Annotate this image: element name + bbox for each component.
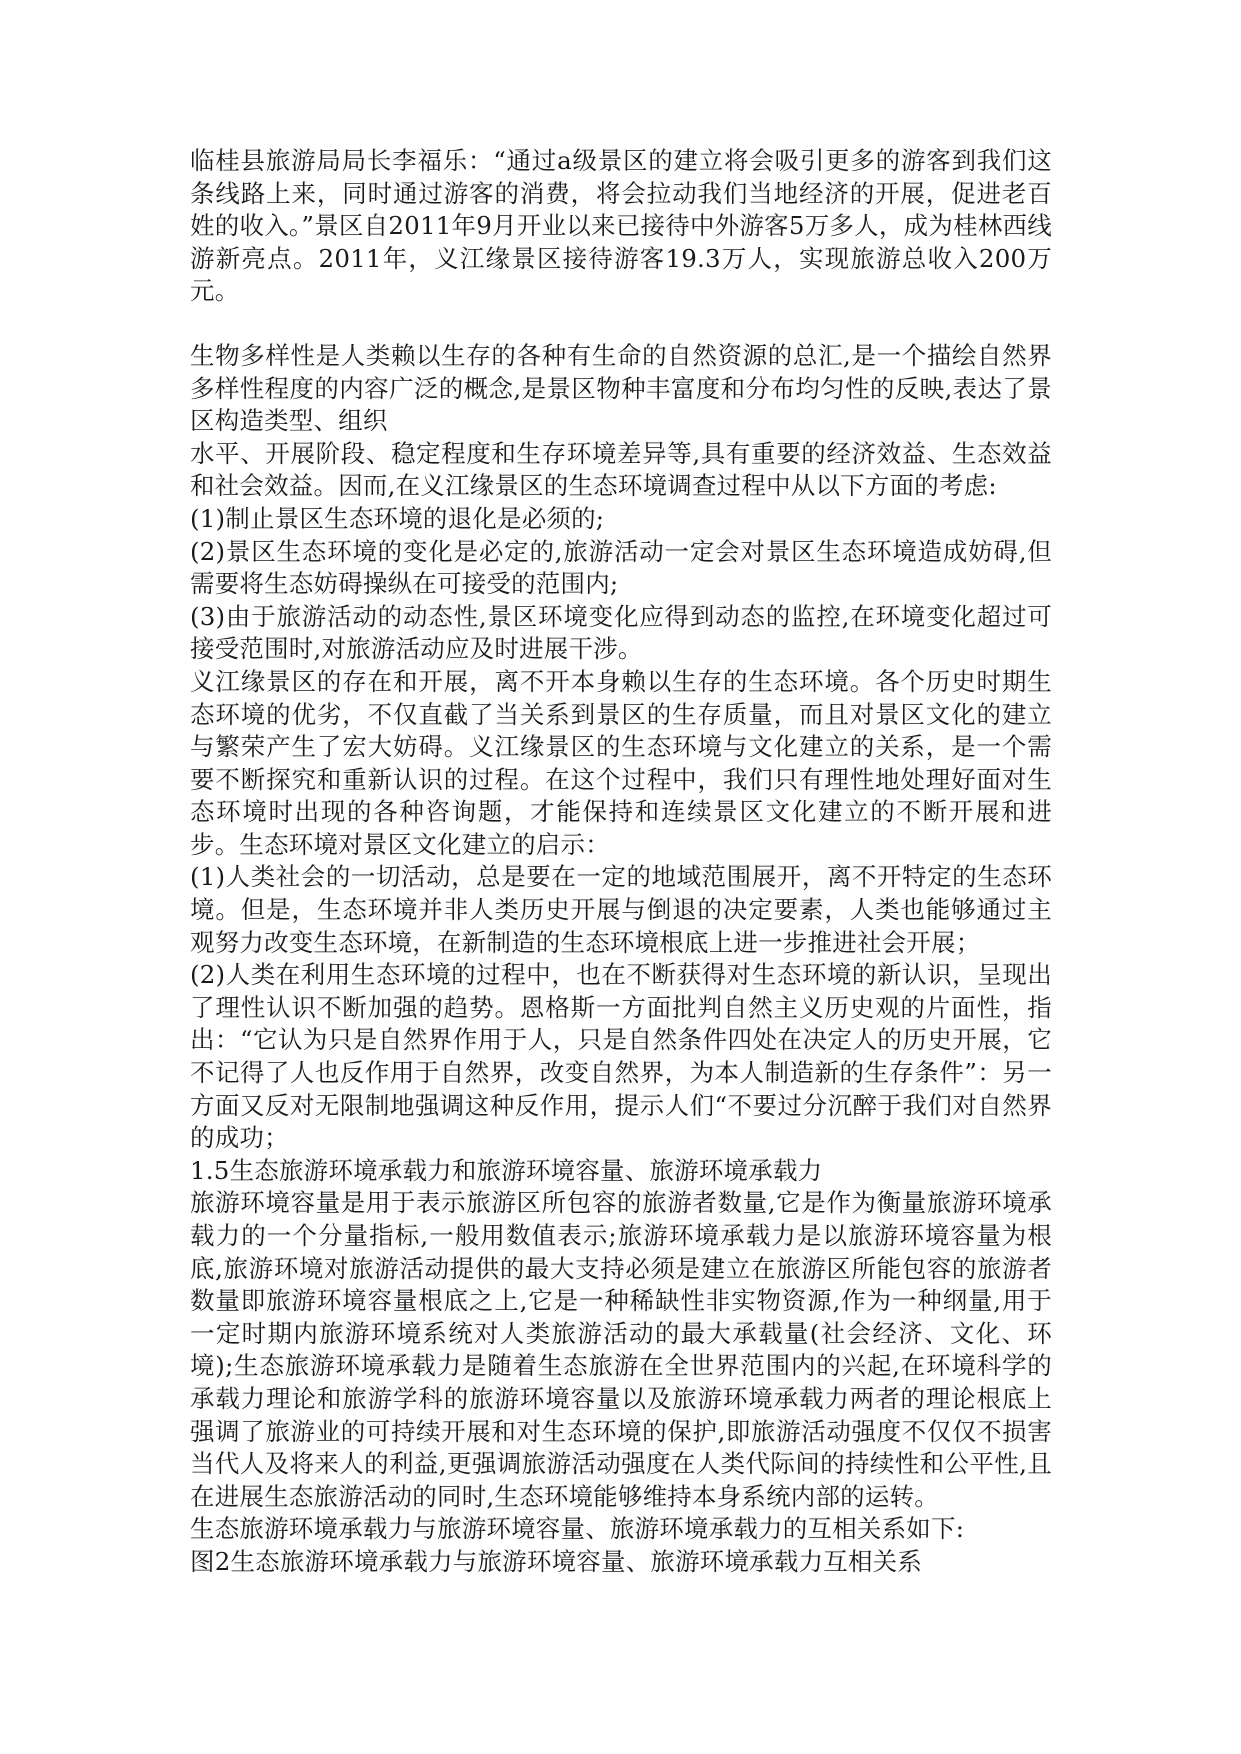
section-heading: 1.5生态旅游环境承载力和旅游环境容量、旅游环境承载力 <box>190 1155 823 1185</box>
paragraph-gap <box>190 308 1052 340</box>
list-item-enlightenment-1: (1)人类社会的一切活动，总是要在一定的地域范围展开，离不开特定的生态环境。但是，生态环境并非人类历史开展与倒退的决定要素，人类也能够通过主观努力改变生态环境，在新制造的生态环境根底上进一步推进社会开展； <box>190 862 1052 957</box>
paragraph-capacity: 旅游环境容量是用于表示旅游区所包容的旅游者数量,它是作为衡量旅游环境承载力的一个分量指标,一般用数值表示;旅游环境承载力是以旅游环境容量为根底,旅游环境对旅游活动提供的最大支持必须是建立在旅游区所能包容的旅游者数量即旅游环境容量根底之上,它是一种稀缺性非实物资源,作为一种纲量,用于一定时期内旅游环境系统对人类旅游活动的最大承载量(社会经济、文化、环境);生态旅游环境承载力是随着生态旅游在全世界范围内的兴起,在环境科学的承载力理论和旅游学科的旅游环境容量以及旅游环境承载力两者的理论根底上强调了旅游业的可持续开展和对生态环境的保护,即旅游活动强度不仅仅不损害当代人及将来人的利益,更强调旅游活动强度在人类代际间的持续性和公平性,且在进展生态旅游活动的同时,生态环境能够维持本身系统内部的运转。 <box>190 1188 1052 1511</box>
list-item-2: (2)景区生态环境的变化是必定的,旅游活动一定会对景区生态环境造成妨碍,但需要将生态妨碍操纵在可接受的范围内; <box>190 536 1052 599</box>
list-item-enlightenment-2: (2)人类在利用生态环境的过程中，也在不断获得对生态环境的新认识，呈现出了理性认识不断加强的趋势。恩格斯一方面批判自然主义历史观的片面性，指出：“它认为只是自然界作用于人，只是自然条件四处在决定人的历史开展，它不记得了人也反作用于自然界，改变自然界，为本人制造新的生存条件”：另一方面又反对无限制地强调这种反作用，提示人们“不要过分沉醉于我们对自然界的成功； <box>190 960 1052 1153</box>
document-page <box>190 145 1052 1579</box>
figure-caption: 图2生态旅游环境承载力与旅游环境容量、旅游环境承载力互相关系 <box>190 1546 923 1576</box>
paragraph-biodiversity-cont: 水平、开展阶段、稳定程度和生存环境差异等,具有重要的经济效益、生态效益和社会效益。因而,在义江缘景区的生态环境调查过程中从以下方面的考虑: <box>190 438 1052 501</box>
paragraph-ecology-culture: 义江缘景区的存在和开展，离不开本身赖以生存的生态环境。各个历史时期生态环境的优劣，不仅直截了当关系到景区的生存质量，而且对景区文化的建立与繁荣产生了宏大妨碍。义江缘景区的生态环境与文化建立的关系，是一个需要不断探究和重新认识的过程。在这个过程中，我们只有理性地处理好面对生态环境时出现的各种咨询题，才能保持和连续景区文化建立的不断开展和进步。生态环境对景区文化建立的启示： <box>190 666 1052 859</box>
list-item-3: (3)由于旅游活动的动态性,景区环境变化应得到动态的监控,在环境变化超过可接受范围时,对旅游活动应及时进展干涉。 <box>190 601 1052 664</box>
paragraph-biodiversity: 生物多样性是人类赖以生存的各种有生命的自然资源的总汇,是一个描绘自然界多样性程度的内容广泛的概念,是景区物种丰富度和分布均匀性的反映,表达了景区构造类型、组织 <box>190 340 1052 436</box>
paragraph-intro: 临桂县旅游局局长李福乐：“通过a级景区的建立将会吸引更多的游客到我们这条线路上来，同时通过游客的消费，将会拉动我们当地经济的开展，促进老百姓的收入。”景区自2011年9月开业以来已接待中外游客5万多人，成为桂林西线游新亮点。2011年，义江缘景区接待游客19.3万人，实现旅游总收入200万元。 <box>190 146 1052 306</box>
paragraph-relationship: 生态旅游环境承载力与旅游环境容量、旅游环境承载力的互相关系如下: <box>190 1514 965 1544</box>
list-item-1: (1)制止景区生态环境的退化是必须的; <box>190 503 605 533</box>
